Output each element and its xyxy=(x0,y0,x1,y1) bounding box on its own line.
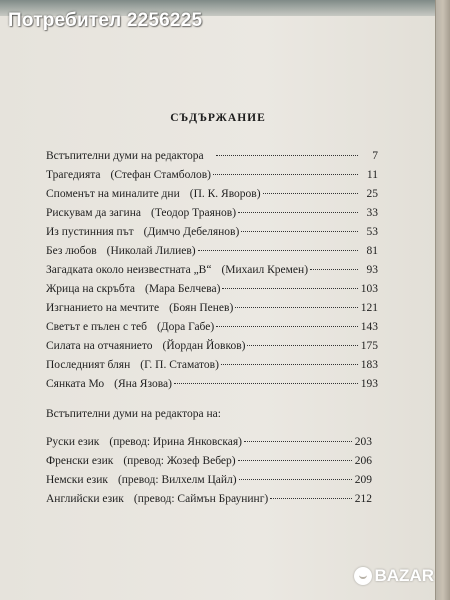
toc-leader xyxy=(216,143,358,156)
toc-author: (Яна Язова) xyxy=(114,378,172,390)
toc-author: (П. К. Яворов) xyxy=(189,188,261,200)
toc-leader xyxy=(221,352,358,365)
toc-leader xyxy=(198,238,358,251)
bazar-logo xyxy=(354,566,435,586)
toc-entry xyxy=(46,374,378,393)
toc-title: Светът е пълен с теб xyxy=(46,321,147,333)
toc-page: 183 xyxy=(360,359,378,371)
toc-author: (Г. П. Стаматов) xyxy=(140,359,219,371)
translation-language: Английски език xyxy=(46,493,124,505)
toc-title: Рискувам да загина xyxy=(46,207,141,219)
toc-leader xyxy=(241,219,358,232)
toc-author: (Боян Пенев) xyxy=(169,302,234,314)
translation-page: 212 xyxy=(354,493,372,505)
book-edge xyxy=(435,0,450,600)
translation-translator: (превод: Жозеф Вебер) xyxy=(123,455,236,467)
user-watermark: Потребител 2256225 xyxy=(8,10,203,31)
toc-page: 175 xyxy=(360,340,378,352)
toc-author: (Дора Габе) xyxy=(156,321,215,333)
translations-list xyxy=(46,432,372,508)
toc-title: Из пустинния път xyxy=(46,226,134,238)
toc-page: 11 xyxy=(366,169,378,181)
bazar-logo-text: BAZAR xyxy=(374,566,434,585)
toc-leader xyxy=(310,257,358,270)
translation-translator: (превод: Саймън Браунинг) xyxy=(133,493,269,505)
toc-author: (Димчо Дебелянов) xyxy=(143,226,240,238)
toc-author: (Мара Белчева) xyxy=(145,283,221,295)
toc-author: (Стефан Стамболов) xyxy=(110,169,211,181)
toc-author: (Йордан Йовков) xyxy=(162,340,246,352)
contents-list xyxy=(46,146,378,393)
translation-language: Руски език xyxy=(46,436,100,448)
toc-leader xyxy=(216,314,358,327)
toc-leader xyxy=(174,371,358,384)
toc-title: Жрица на скръбта xyxy=(46,283,135,295)
toc-title: Встъпителни думи на редактора xyxy=(46,150,204,162)
bazar-logo-icon xyxy=(354,567,372,585)
toc-leader xyxy=(239,467,352,480)
toc-author: (Михаил Кремен) xyxy=(221,264,309,276)
toc-page: 25 xyxy=(366,188,378,200)
translation-page: 206 xyxy=(354,455,372,467)
translation-page: 203 xyxy=(354,436,372,448)
toc-page: 93 xyxy=(366,264,378,276)
toc-leader xyxy=(270,486,352,499)
toc-leader xyxy=(244,429,352,442)
toc-page: 143 xyxy=(360,321,378,333)
translation-entry xyxy=(46,489,372,508)
translation-language: Френски език xyxy=(46,455,114,467)
translations-heading: Встъпителни думи на редактора на: xyxy=(46,408,221,420)
toc-leader xyxy=(263,181,358,194)
toc-page: 33 xyxy=(366,207,378,219)
toc-page: 53 xyxy=(366,226,378,238)
toc-leader xyxy=(235,295,358,308)
toc-leader xyxy=(238,448,352,461)
translation-language: Немски език xyxy=(46,474,108,486)
translation-translator: (превод: Вилхелм Цайл) xyxy=(117,474,237,486)
toc-title: Трагедията xyxy=(46,169,101,181)
toc-page: 103 xyxy=(360,283,378,295)
toc-leader xyxy=(222,276,358,289)
toc-title: Без любов xyxy=(46,245,97,257)
toc-title: Силата на отчаянието xyxy=(46,340,153,352)
toc-page: 193 xyxy=(360,378,378,390)
toc-title: Сянката Мо xyxy=(46,378,105,390)
toc-title: Изгнанието на мечтите xyxy=(46,302,160,314)
toc-author: (Теодор Траянов) xyxy=(150,207,237,219)
contents-heading: СЪДЪРЖАНИЕ xyxy=(170,112,266,124)
toc-title: Загадката около неизвестната „В“ xyxy=(46,264,212,276)
toc-title: Споменът на миналите дни xyxy=(46,188,180,200)
toc-leader xyxy=(213,162,358,175)
toc-page: 121 xyxy=(360,302,378,314)
toc-leader xyxy=(238,200,358,213)
toc-author: (Николай Лилиев) xyxy=(106,245,196,257)
toc-leader xyxy=(247,333,358,346)
translation-page: 209 xyxy=(354,474,372,486)
toc-page: 81 xyxy=(366,245,378,257)
toc-title: Последният блян xyxy=(46,359,131,371)
translation-translator: (превод: Ирина Янковская) xyxy=(109,436,242,448)
toc-page: 7 xyxy=(372,150,378,162)
